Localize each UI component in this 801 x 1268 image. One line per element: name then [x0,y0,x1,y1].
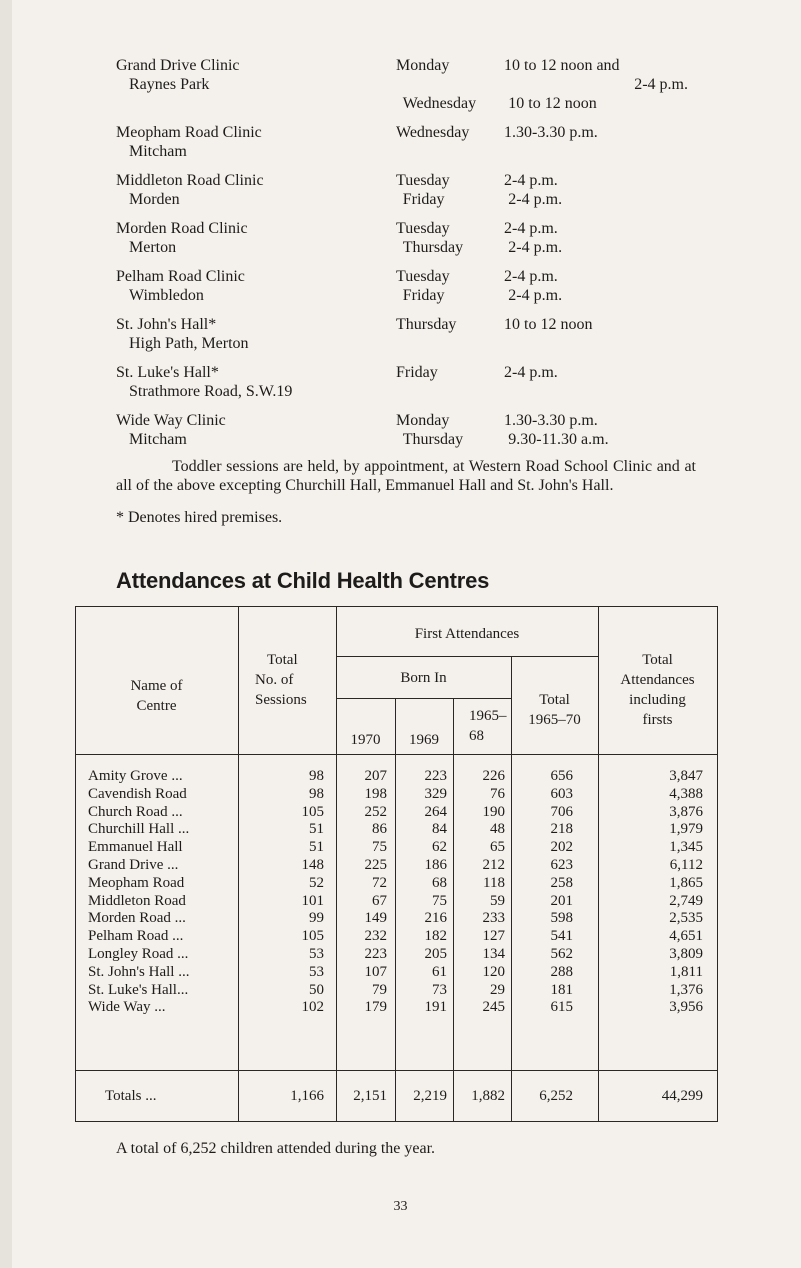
clinic-location: Mitcham [129,431,187,448]
table-rule-totals [75,1070,718,1071]
cell-sessions: 102 [301,999,324,1016]
clinic-line [116,411,696,430]
cell-born-1970: 67 [372,892,387,909]
cell-sessions: 53 [309,946,324,962]
clinic-line [116,123,696,142]
table-rule-top [75,606,718,607]
clinic-day: Friday [402,287,445,304]
cell-born-1965-68: 118 [483,874,505,891]
cell-total-1965-70: 562 [550,946,573,962]
clinic-time: 2-4 p.m. [508,287,563,304]
cell-sessions: 105 [301,928,324,945]
clinic-line [116,219,696,238]
clinic-time: 2-4 p.m. [634,76,688,93]
clinic-day: Friday [402,191,445,208]
cell-sessions: 1,166 [290,1088,324,1104]
cell-born-1965-68: 233 [482,910,505,927]
header-att-line4: firsts [642,712,673,728]
cell-total-1965-70: 181 [550,981,573,998]
cell-total-attendances: 1,376 [669,981,703,998]
header-att-line1: Total [642,652,673,668]
cell-total-1965-70: 541 [550,928,573,945]
cell-sessions: 51 [309,839,324,856]
clinic-line [116,142,696,161]
clinic-time: 2-4 p.m. [504,364,558,381]
cell-centre-name: Meopham Road [88,874,185,891]
cell-born-1970: 79 [372,981,387,998]
cell-centre-name: Longley Road ... [88,946,189,962]
cell-born-1970: 223 [364,946,387,962]
table-row [75,838,718,856]
clinic-location: Raynes Park [129,76,210,93]
cell-total-1965-70: 6,252 [539,1088,573,1104]
cell-total-1965-70: 202 [550,839,573,856]
clinic-name: Morden Road Clinic [116,220,248,237]
clinic-time: 2-4 p.m. [508,239,563,256]
clinic-name: Grand Drive Clinic [116,57,240,74]
header-1969: 1969 [409,732,439,748]
toddler-sessions-note: Toddler sessions are held, by appointment, at Western Road School Clinic and at all of the above excepting Churchill Hall, Emmanuel Hall and St. John's Hall. [116,458,696,494]
cell-total-attendances: 3,847 [669,768,703,784]
clinic-time [508,334,696,353]
header-sessions-line2: No. of [255,672,294,688]
clinic-entry [116,363,696,401]
clinic-line [116,363,696,382]
clinic-line [116,56,696,75]
cell-born-1965-68: 245 [482,999,505,1016]
cell-total-1965-70: 218 [550,821,573,838]
header-att-line3: including [629,692,686,708]
clinic-name: St. John's Hall* [116,316,217,333]
header-name-line1: Name of [130,678,183,694]
cell-born-1969: 68 [432,874,447,891]
clinic-entry [116,123,696,161]
cell-centre-name: Morden Road ... [88,910,186,927]
clinic-line [116,334,696,353]
cell-total-1965-70: 706 [550,803,573,820]
table-rule-header-bottom [75,754,718,755]
header-total-1965-70 [511,690,598,730]
cell-born-1969: 61 [432,963,447,980]
cell-sessions: 52 [309,874,324,891]
table-rule-born-in [336,698,511,699]
cell-born-1969: 75 [432,892,447,909]
clinic-time [508,142,696,161]
cell-sessions: 98 [309,785,324,802]
clinic-time: 2-4 p.m. [508,191,563,208]
cell-total-attendances: 3,809 [669,946,703,962]
header-name-of-centre [75,676,238,716]
clinic-day [399,75,503,94]
cell-total-attendances: 1,345 [669,839,703,856]
cell-born-1970: 107 [364,963,387,980]
cell-total-1965-70: 258 [550,874,573,891]
clinic-day: Tuesday [396,220,450,237]
cell-born-1969: 84 [432,821,447,838]
clinic-line [116,75,696,94]
clinic-entry [116,56,696,113]
cell-born-1970: 207 [364,768,387,784]
cell-total-attendances: 3,876 [669,803,703,820]
cell-sessions: 148 [301,857,324,873]
cell-born-1965-68: 29 [490,981,505,998]
clinic-time: 10 to 12 noon [504,316,593,333]
cell-sessions: 99 [309,910,324,927]
cell-born-1970: 149 [364,910,387,927]
cell-total-1965-70: 603 [550,785,573,802]
clinic-line [116,171,696,190]
table-row [75,892,718,910]
cell-born-1965-68: 59 [490,892,505,909]
header-born-in: Born In [400,670,447,686]
cell-born-1965-68: 226 [482,768,505,784]
cell-born-1965-68: 190 [482,803,505,820]
cell-sessions: 101 [301,892,324,909]
cell-centre-name: Pelham Road ... [88,928,184,945]
header-total-line1: Total [539,692,570,708]
cell-born-1969: 329 [424,785,447,802]
cell-centre-name: Churchill Hall ... [88,821,190,838]
header-name-line2: Centre [136,698,177,714]
cell-born-1969: 73 [432,981,447,998]
clinic-line [116,190,696,209]
cell-born-1965-68: 120 [482,963,505,980]
cell-sessions: 53 [309,963,324,980]
table-row [75,963,718,981]
cell-born-1969: 186 [424,857,447,873]
clinic-line [116,94,696,113]
cell-centre-name: St. John's Hall ... [88,963,190,980]
clinic-day: Friday [396,364,438,381]
cell-born-1965-68: 65 [490,839,505,856]
header-att-line2: Attendances [620,672,695,688]
cell-born-1970: 72 [372,874,387,891]
clinic-location: Morden [129,191,180,208]
cell-centre-name: Grand Drive ... [88,857,179,873]
page-edge [0,0,12,1268]
section-heading: Attendances at Child Health Centres [116,568,490,593]
table-row [75,803,718,821]
cell-centre-name: Totals ... [105,1088,157,1104]
page-number: 33 [393,1199,408,1214]
table-row [75,998,718,1016]
clinic-entry [116,219,696,257]
clinic-time: 1.30-3.30 p.m. [504,412,598,429]
header-first-attendances: First Attendances [414,626,520,642]
clinic-line [116,286,696,305]
cell-born-1965-68: 134 [482,946,505,962]
header-total-line2: 1965–70 [528,712,581,728]
table-row [75,856,718,874]
clinic-day [403,382,509,401]
cell-total-1965-70: 615 [550,999,573,1016]
clinic-time: 9.30-11.30 a.m. [508,431,609,448]
cell-born-1965-68: 48 [490,821,505,838]
clinic-name: St. Luke's Hall* [116,364,219,381]
table-row [75,785,718,803]
clinic-time: 2-4 p.m. [504,268,558,285]
cell-total-1965-70: 623 [550,857,573,873]
cell-born-1969: 264 [424,803,447,820]
header-1970: 1970 [350,732,381,748]
clinic-day: Thursday [396,316,457,333]
clinic-entry [116,267,696,305]
table-row [75,820,718,838]
cell-centre-name: St. Luke's Hall... [88,981,189,998]
clinic-location: Wimbledon [129,287,204,304]
clinic-day: Thursday [402,431,464,448]
cell-born-1969: 191 [424,999,447,1016]
clinic-time: 2-4 p.m. [504,220,558,237]
clinic-day: Monday [396,57,450,74]
clinic-line [116,430,696,449]
table-row [75,767,718,785]
cell-total-attendances: 2,749 [669,892,703,909]
clinic-location: Strathmore Road, S.W.19 [129,383,293,400]
cell-total-attendances: 3,956 [669,999,703,1016]
table-row [75,945,718,963]
header-sessions-line1: Total [267,652,298,668]
cell-total-attendances: 4,651 [669,928,703,945]
total-children-note: A total of 6,252 children attended during the year. [116,1140,436,1157]
cell-born-1970: 225 [364,857,387,873]
table-row [75,927,718,945]
hired-premises-note: * Denotes hired premises. [116,509,283,526]
cell-total-attendances: 1,979 [669,821,703,838]
cell-born-1969: 182 [424,928,447,945]
header-1965-line2: 68 [469,728,484,744]
clinic-name: Meopham Road Clinic [116,124,262,141]
cell-born-1970: 198 [364,785,387,802]
clinic-location [116,94,403,113]
cell-total-1965-70: 201 [550,892,573,909]
clinic-line [116,238,696,257]
clinic-location: High Path, Merton [129,335,249,352]
cell-born-1965-68: 127 [482,928,505,945]
clinic-time [508,382,696,401]
clinic-location: Merton [129,239,177,256]
cell-centre-name: Emmanuel Hall [88,839,183,856]
cell-total-attendances: 4,388 [669,785,703,802]
cell-born-1970: 2,151 [353,1088,387,1104]
cell-born-1965-68: 212 [482,857,505,873]
clinic-location: Mitcham [129,143,187,160]
clinic-day [403,334,509,353]
cell-total-attendances: 6,112 [669,857,703,873]
header-1965-68 [469,706,507,746]
cell-total-attendances: 2,535 [669,910,703,927]
header-1965-line1: 1965– [469,708,507,724]
attendances-table [75,606,718,1122]
cell-born-1970: 75 [372,839,387,856]
cell-born-1969: 216 [424,910,447,927]
cell-born-1969: 223 [424,768,447,784]
clinic-time: 2-4 p.m. [504,172,558,189]
clinic-entry [116,315,696,353]
header-total-attendances [598,650,717,730]
cell-sessions: 98 [309,768,324,784]
clinic-line [116,267,696,286]
cell-centre-name: Church Road ... [88,803,183,820]
clinic-entry [116,171,696,209]
clinic-day: Tuesday [396,268,450,285]
cell-total-1965-70: 656 [550,768,573,784]
table-row [75,981,718,999]
clinic-entry [116,411,696,449]
totals-row [75,1087,718,1105]
cell-centre-name: Middleton Road [88,892,186,909]
clinic-time: 10 to 12 noon and [504,57,620,74]
cell-total-attendances: 44,299 [661,1088,703,1104]
cell-total-1965-70: 288 [550,963,573,980]
cell-total-attendances: 1,811 [669,963,703,980]
cell-born-1970: 86 [372,821,387,838]
table-row [75,909,718,927]
clinic-time: 10 to 12 noon [508,95,597,112]
cell-centre-name: Wide Way ... [88,999,166,1016]
cell-born-1969: 62 [432,839,447,856]
cell-born-1970: 232 [364,928,387,945]
table-row [75,874,718,892]
clinic-day: Monday [396,412,450,429]
cell-born-1965-68: 1,882 [471,1088,505,1104]
clinic-line [116,315,696,334]
cell-born-1969: 2,219 [413,1088,447,1104]
clinic-day: Wednesday [396,124,470,141]
clinic-day [403,142,509,161]
clinic-day: Thursday [402,239,464,256]
cell-total-attendances: 1,865 [669,874,703,891]
cell-born-1970: 252 [364,803,387,820]
clinic-time: 1.30-3.30 p.m. [504,124,598,141]
cell-centre-name: Amity Grove ... [88,768,183,784]
clinic-name: Wide Way Clinic [116,412,226,429]
cell-born-1965-68: 76 [490,785,505,802]
cell-sessions: 50 [309,981,324,998]
header-total-sessions [255,650,307,710]
cell-centre-name: Cavendish Road [88,785,187,802]
clinic-day: Tuesday [396,172,450,189]
header-sessions-line3: Sessions [255,692,307,708]
clinic-line [116,382,696,401]
cell-born-1969: 205 [424,946,447,962]
clinic-name: Middleton Road Clinic [116,172,264,189]
cell-total-1965-70: 598 [550,910,573,927]
clinic-schedule [116,56,696,459]
cell-sessions: 105 [301,803,324,820]
table-rule-first-attendances [336,656,598,657]
clinic-name: Pelham Road Clinic [116,268,245,285]
table-rule-bottom [75,1121,718,1122]
clinic-day: Wednesday [402,95,477,112]
cell-sessions: 51 [309,821,324,838]
cell-born-1970: 179 [364,999,387,1016]
